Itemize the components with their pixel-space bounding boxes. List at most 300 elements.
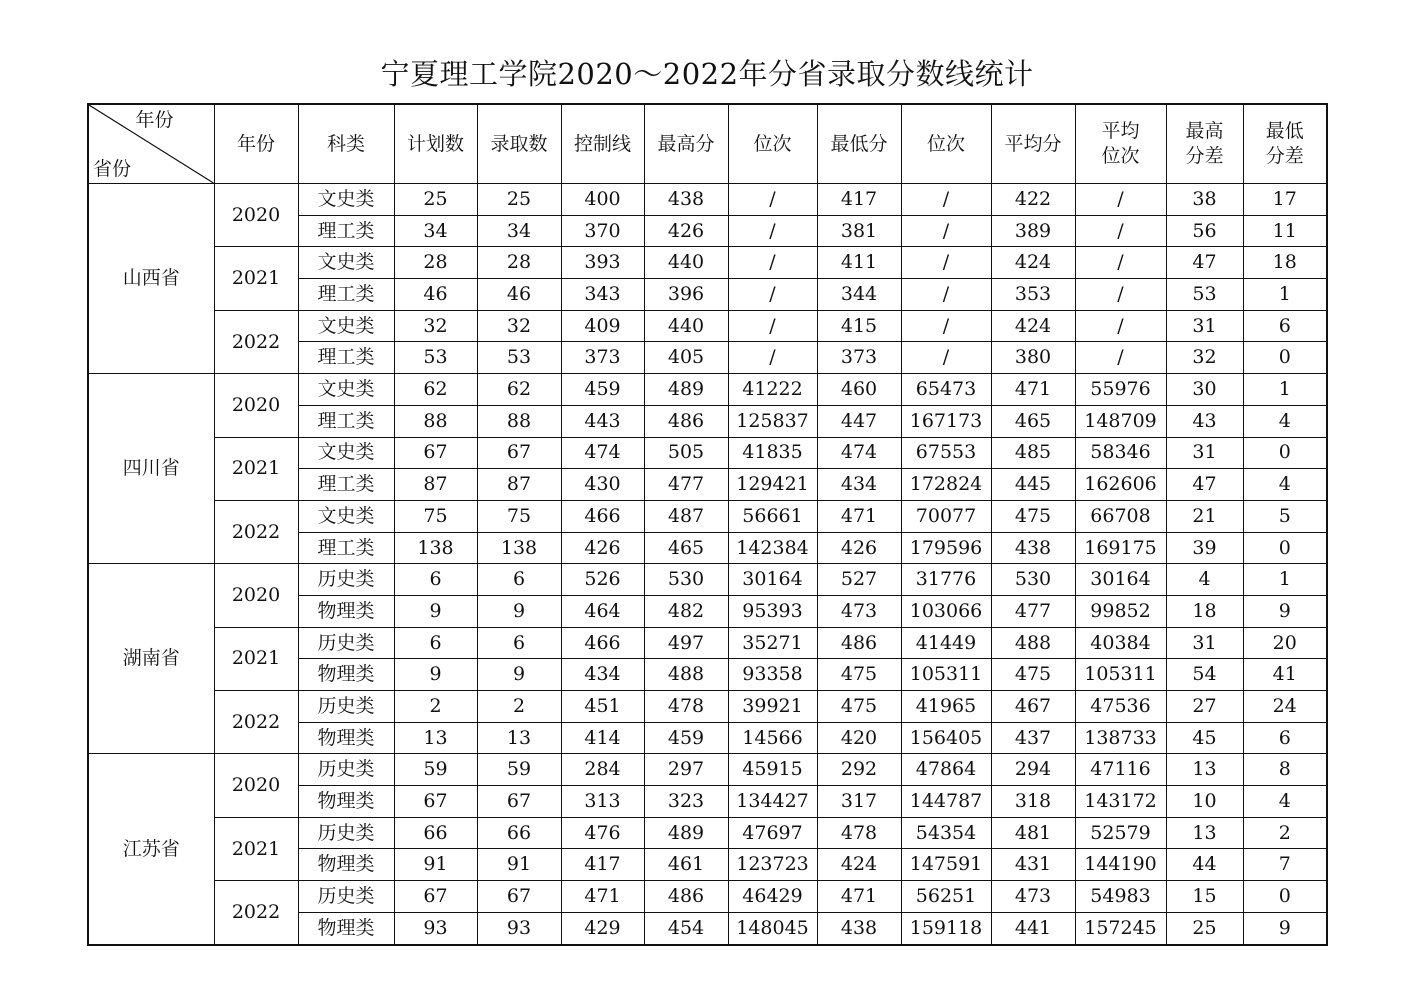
subject-cell: 物理类 xyxy=(298,786,394,818)
subject-cell: 物理类 xyxy=(298,595,394,627)
data-cell: 284 xyxy=(561,754,644,786)
table-row xyxy=(88,437,1327,469)
data-cell: 32 xyxy=(394,310,477,342)
data-cell: 323 xyxy=(644,786,728,818)
column-header-label: 科类 xyxy=(326,132,365,155)
column-header xyxy=(214,104,298,184)
data-cell: 41835 xyxy=(728,437,817,469)
data-cell: 93358 xyxy=(728,659,817,691)
data-cell: / xyxy=(1075,184,1166,216)
data-cell: 53 xyxy=(477,342,561,374)
data-cell: 505 xyxy=(644,437,728,469)
data-cell: 478 xyxy=(817,817,901,849)
data-cell: 52579 xyxy=(1075,817,1166,849)
table-row xyxy=(88,881,1327,913)
column-header xyxy=(561,104,644,184)
column-header xyxy=(394,104,477,184)
data-cell: / xyxy=(901,184,991,216)
data-cell: 21 xyxy=(1166,500,1243,532)
data-cell: 11 xyxy=(1243,215,1327,247)
column-header xyxy=(817,104,901,184)
data-cell: 46 xyxy=(394,279,477,311)
data-cell: 434 xyxy=(561,659,644,691)
subject-cell: 文史类 xyxy=(298,374,394,406)
data-cell: 54354 xyxy=(901,817,991,849)
column-header-label: 录取数 xyxy=(490,132,548,155)
data-cell: 17 xyxy=(1243,184,1327,216)
subject-cell: 文史类 xyxy=(298,247,394,279)
data-cell: / xyxy=(1075,310,1166,342)
data-cell: 169175 xyxy=(1075,532,1166,564)
data-cell: 438 xyxy=(817,912,901,945)
data-cell: 47 xyxy=(1166,247,1243,279)
data-cell: 370 xyxy=(561,215,644,247)
data-cell: 15 xyxy=(1166,881,1243,913)
data-cell: 6 xyxy=(394,627,477,659)
data-cell: 6 xyxy=(1243,722,1327,754)
subject-cell: 文史类 xyxy=(298,500,394,532)
data-cell: 489 xyxy=(644,817,728,849)
data-cell: 13 xyxy=(1166,817,1243,849)
data-cell: 66 xyxy=(477,817,561,849)
data-cell: 9 xyxy=(394,595,477,627)
data-cell: 454 xyxy=(644,912,728,945)
subject-cell: 理工类 xyxy=(298,469,394,501)
data-cell: / xyxy=(728,247,817,279)
data-cell: 0 xyxy=(1243,881,1327,913)
data-cell: 530 xyxy=(991,564,1075,596)
data-cell: 489 xyxy=(644,374,728,406)
data-cell: 40384 xyxy=(1075,627,1166,659)
data-cell: 87 xyxy=(477,469,561,501)
year-cell: 2020 xyxy=(214,184,298,247)
data-cell: 486 xyxy=(817,627,901,659)
data-cell: 87 xyxy=(394,469,477,501)
data-cell: / xyxy=(728,279,817,311)
data-cell: 2 xyxy=(1243,817,1327,849)
data-cell: 4 xyxy=(1243,786,1327,818)
data-cell: 1 xyxy=(1243,374,1327,406)
year-cell: 2021 xyxy=(214,437,298,500)
data-cell: 471 xyxy=(561,881,644,913)
data-cell: 31776 xyxy=(901,564,991,596)
data-cell: 482 xyxy=(644,595,728,627)
table-row xyxy=(88,374,1327,406)
subject-cell: 物理类 xyxy=(298,912,394,945)
data-cell: 465 xyxy=(991,405,1075,437)
column-header-label: 平均 xyxy=(1101,120,1140,143)
data-cell: / xyxy=(1075,247,1166,279)
data-cell: 1 xyxy=(1243,564,1327,596)
data-cell: 143172 xyxy=(1075,786,1166,818)
data-cell: 18 xyxy=(1166,595,1243,627)
data-cell: 477 xyxy=(991,595,1075,627)
data-cell: 43 xyxy=(1166,405,1243,437)
data-cell: 424 xyxy=(817,849,901,881)
subject-cell: 文史类 xyxy=(298,310,394,342)
data-cell: 31 xyxy=(1166,310,1243,342)
data-cell: 409 xyxy=(561,310,644,342)
data-cell: 488 xyxy=(644,659,728,691)
data-cell: 471 xyxy=(817,881,901,913)
subject-cell: 历史类 xyxy=(298,817,394,849)
data-cell: 7 xyxy=(1243,849,1327,881)
data-cell: 475 xyxy=(817,659,901,691)
column-header-label: 最低分 xyxy=(830,132,888,155)
subject-cell: 历史类 xyxy=(298,881,394,913)
data-cell: 0 xyxy=(1243,342,1327,374)
column-header-label: 位次 xyxy=(926,132,965,155)
data-cell: 440 xyxy=(644,310,728,342)
data-cell: 14566 xyxy=(728,722,817,754)
subject-cell: 物理类 xyxy=(298,722,394,754)
data-cell: 88 xyxy=(477,405,561,437)
data-cell: 443 xyxy=(561,405,644,437)
data-cell: 434 xyxy=(817,469,901,501)
subject-cell: 历史类 xyxy=(298,564,394,596)
data-cell: 431 xyxy=(991,849,1075,881)
data-cell: 292 xyxy=(817,754,901,786)
data-cell: 123723 xyxy=(728,849,817,881)
data-cell: 9 xyxy=(394,659,477,691)
data-cell: 144190 xyxy=(1075,849,1166,881)
data-cell: 25 xyxy=(1166,912,1243,945)
data-cell: 381 xyxy=(817,215,901,247)
data-cell: 105311 xyxy=(1075,659,1166,691)
data-cell: 447 xyxy=(817,405,901,437)
data-cell: 45915 xyxy=(728,754,817,786)
table-row xyxy=(88,184,1327,216)
data-cell: 0 xyxy=(1243,532,1327,564)
data-cell: 66708 xyxy=(1075,500,1166,532)
data-cell: 393 xyxy=(561,247,644,279)
year-cell: 2022 xyxy=(214,310,298,373)
table-row xyxy=(88,627,1327,659)
data-cell: 297 xyxy=(644,754,728,786)
data-cell: / xyxy=(728,310,817,342)
column-header xyxy=(1243,104,1327,184)
subject-cell: 历史类 xyxy=(298,691,394,723)
data-cell: 459 xyxy=(644,722,728,754)
data-cell: 45 xyxy=(1166,722,1243,754)
data-cell: 142384 xyxy=(728,532,817,564)
data-cell: 0 xyxy=(1243,437,1327,469)
data-cell: 343 xyxy=(561,279,644,311)
column-header-label: 分差 xyxy=(1185,145,1224,167)
subject-cell: 文史类 xyxy=(298,184,394,216)
data-cell: 400 xyxy=(561,184,644,216)
data-cell: 313 xyxy=(561,786,644,818)
column-header xyxy=(1075,104,1166,184)
subject-cell: 文史类 xyxy=(298,437,394,469)
data-cell: 25 xyxy=(477,184,561,216)
data-cell: 475 xyxy=(991,659,1075,691)
data-cell: 138 xyxy=(394,532,477,564)
data-cell: 148045 xyxy=(728,912,817,945)
column-header-label: 计划数 xyxy=(406,132,464,155)
data-cell: 31 xyxy=(1166,627,1243,659)
data-cell: 473 xyxy=(817,595,901,627)
data-cell: 157245 xyxy=(1075,912,1166,945)
data-cell: 415 xyxy=(817,310,901,342)
data-cell: 67553 xyxy=(901,437,991,469)
column-header xyxy=(298,104,394,184)
data-cell: 66 xyxy=(394,817,477,849)
data-cell: 10 xyxy=(1166,786,1243,818)
province-cell: 山西省 xyxy=(88,184,214,374)
data-cell: 477 xyxy=(644,469,728,501)
data-cell: 389 xyxy=(991,215,1075,247)
data-cell: 27 xyxy=(1166,691,1243,723)
data-cell: 13 xyxy=(394,722,477,754)
data-cell: 422 xyxy=(991,184,1075,216)
data-cell: 429 xyxy=(561,912,644,945)
data-cell: / xyxy=(728,184,817,216)
table-row xyxy=(88,817,1327,849)
data-cell: 75 xyxy=(394,500,477,532)
data-cell: 159118 xyxy=(901,912,991,945)
data-cell: 144787 xyxy=(901,786,991,818)
data-cell: 9 xyxy=(477,595,561,627)
data-cell: 148709 xyxy=(1075,405,1166,437)
data-cell: / xyxy=(901,342,991,374)
data-cell: 156405 xyxy=(901,722,991,754)
data-cell: 488 xyxy=(991,627,1075,659)
data-cell: 474 xyxy=(561,437,644,469)
data-cell: 344 xyxy=(817,279,901,311)
data-cell: 47864 xyxy=(901,754,991,786)
year-cell: 2021 xyxy=(214,247,298,310)
data-cell: 461 xyxy=(644,849,728,881)
data-cell: 4 xyxy=(1243,405,1327,437)
data-cell: 466 xyxy=(561,500,644,532)
data-cell: 497 xyxy=(644,627,728,659)
data-cell: 41 xyxy=(1243,659,1327,691)
data-cell: 47 xyxy=(1166,469,1243,501)
data-cell: 32 xyxy=(1166,342,1243,374)
data-cell: 31 xyxy=(1166,437,1243,469)
column-header-label: 分差 xyxy=(1265,145,1304,167)
data-cell: 179596 xyxy=(901,532,991,564)
data-cell: 424 xyxy=(991,310,1075,342)
column-header-label: 平均分 xyxy=(1004,132,1062,155)
column-header xyxy=(1166,104,1243,184)
data-cell: 6 xyxy=(394,564,477,596)
data-cell: / xyxy=(901,279,991,311)
column-header-label: 位次 xyxy=(753,132,792,155)
province-cell: 四川省 xyxy=(88,374,214,564)
data-cell: 88 xyxy=(394,405,477,437)
data-cell: 28 xyxy=(477,247,561,279)
data-cell: / xyxy=(728,342,817,374)
data-cell: 2 xyxy=(477,691,561,723)
data-cell: 54983 xyxy=(1075,881,1166,913)
data-cell: 47536 xyxy=(1075,691,1166,723)
data-cell: 475 xyxy=(817,691,901,723)
data-cell: 56 xyxy=(1166,215,1243,247)
data-cell: 487 xyxy=(644,500,728,532)
data-cell: 417 xyxy=(817,184,901,216)
year-cell: 2022 xyxy=(214,500,298,563)
data-cell: 526 xyxy=(561,564,644,596)
data-cell: 8 xyxy=(1243,754,1327,786)
data-cell: 471 xyxy=(817,500,901,532)
data-cell: 55976 xyxy=(1075,374,1166,406)
data-cell: 530 xyxy=(644,564,728,596)
data-cell: 46 xyxy=(477,279,561,311)
data-cell: 34 xyxy=(477,215,561,247)
data-cell: 28 xyxy=(394,247,477,279)
data-cell: 25 xyxy=(394,184,477,216)
data-cell: 417 xyxy=(561,849,644,881)
table-row xyxy=(88,691,1327,723)
table-row xyxy=(88,754,1327,786)
data-cell: 13 xyxy=(477,722,561,754)
data-cell: 56251 xyxy=(901,881,991,913)
data-cell: 9 xyxy=(1243,595,1327,627)
data-cell: 62 xyxy=(394,374,477,406)
data-cell: 105311 xyxy=(901,659,991,691)
data-cell: 93 xyxy=(477,912,561,945)
data-cell: 18 xyxy=(1243,247,1327,279)
province-cell: 湖南省 xyxy=(88,564,214,754)
column-header-label: 最低 xyxy=(1265,120,1304,143)
data-cell: 430 xyxy=(561,469,644,501)
data-cell: 2 xyxy=(394,691,477,723)
table-row xyxy=(88,564,1327,596)
data-cell: 53 xyxy=(394,342,477,374)
data-cell: 93 xyxy=(394,912,477,945)
data-cell: 59 xyxy=(394,754,477,786)
data-cell: 445 xyxy=(991,469,1075,501)
year-cell: 2020 xyxy=(214,374,298,437)
data-cell: 125837 xyxy=(728,405,817,437)
data-cell: 474 xyxy=(817,437,901,469)
data-cell: 162606 xyxy=(1075,469,1166,501)
data-cell: 67 xyxy=(477,786,561,818)
data-cell: 75 xyxy=(477,500,561,532)
data-cell: 30164 xyxy=(728,564,817,596)
diagonal-header-cell xyxy=(88,104,214,184)
data-cell: 438 xyxy=(644,184,728,216)
data-cell: 67 xyxy=(394,437,477,469)
data-cell: 91 xyxy=(394,849,477,881)
data-cell: 460 xyxy=(817,374,901,406)
data-cell: 426 xyxy=(561,532,644,564)
data-cell: 39 xyxy=(1166,532,1243,564)
data-cell: 475 xyxy=(991,500,1075,532)
subject-cell: 理工类 xyxy=(298,405,394,437)
data-cell: 56661 xyxy=(728,500,817,532)
data-cell: 440 xyxy=(644,247,728,279)
data-cell: 451 xyxy=(561,691,644,723)
year-cell: 2022 xyxy=(214,881,298,945)
data-cell: 426 xyxy=(644,215,728,247)
data-cell: 34 xyxy=(394,215,477,247)
data-cell: 6 xyxy=(1243,310,1327,342)
data-cell: / xyxy=(728,215,817,247)
subject-cell: 理工类 xyxy=(298,342,394,374)
data-cell: 426 xyxy=(817,532,901,564)
data-cell: 30164 xyxy=(1075,564,1166,596)
data-cell: 13 xyxy=(1166,754,1243,786)
data-cell: 32 xyxy=(477,310,561,342)
data-cell: 6 xyxy=(477,564,561,596)
data-cell: 54 xyxy=(1166,659,1243,691)
column-header-label: 位次 xyxy=(1101,145,1140,167)
data-cell: / xyxy=(1075,342,1166,374)
data-cell: 67 xyxy=(477,881,561,913)
year-cell: 2020 xyxy=(214,564,298,627)
data-cell: 70077 xyxy=(901,500,991,532)
data-cell: 424 xyxy=(991,247,1075,279)
data-cell: 167173 xyxy=(901,405,991,437)
data-cell: 478 xyxy=(644,691,728,723)
data-cell: 35271 xyxy=(728,627,817,659)
data-cell: 481 xyxy=(991,817,1075,849)
year-cell: 2022 xyxy=(214,691,298,754)
diagonal-province-label: 省份 xyxy=(93,158,132,181)
data-cell: 62 xyxy=(477,374,561,406)
column-header xyxy=(728,104,817,184)
data-cell: 353 xyxy=(991,279,1075,311)
data-cell: 9 xyxy=(477,659,561,691)
data-cell: 373 xyxy=(561,342,644,374)
data-cell: 5 xyxy=(1243,500,1327,532)
data-cell: 46429 xyxy=(728,881,817,913)
column-header xyxy=(991,104,1075,184)
data-cell: 441 xyxy=(991,912,1075,945)
data-cell: 414 xyxy=(561,722,644,754)
data-cell: 486 xyxy=(644,881,728,913)
data-cell: 9 xyxy=(1243,912,1327,945)
column-header-label: 最高 xyxy=(1185,120,1224,143)
subject-cell: 物理类 xyxy=(298,659,394,691)
data-cell: 41449 xyxy=(901,627,991,659)
data-cell: 527 xyxy=(817,564,901,596)
data-cell: / xyxy=(901,247,991,279)
data-cell: 58346 xyxy=(1075,437,1166,469)
data-cell: 172824 xyxy=(901,469,991,501)
header-row xyxy=(88,104,1327,184)
data-cell: 1 xyxy=(1243,279,1327,311)
data-cell: 471 xyxy=(991,374,1075,406)
data-cell: 99852 xyxy=(1075,595,1166,627)
data-cell: 147591 xyxy=(901,849,991,881)
data-cell: 20 xyxy=(1243,627,1327,659)
table-row xyxy=(88,500,1327,532)
data-cell: 103066 xyxy=(901,595,991,627)
data-cell: 476 xyxy=(561,817,644,849)
table-body xyxy=(88,184,1327,946)
table-row xyxy=(88,310,1327,342)
data-cell: / xyxy=(1075,215,1166,247)
data-cell: 465 xyxy=(644,532,728,564)
data-cell: 41965 xyxy=(901,691,991,723)
data-cell: 437 xyxy=(991,722,1075,754)
data-cell: 486 xyxy=(644,405,728,437)
subject-cell: 理工类 xyxy=(298,215,394,247)
diagonal-year-label: 年份 xyxy=(135,109,174,131)
data-cell: 67 xyxy=(394,881,477,913)
data-cell: 65473 xyxy=(901,374,991,406)
data-cell: 464 xyxy=(561,595,644,627)
data-cell: 473 xyxy=(991,881,1075,913)
subject-cell: 理工类 xyxy=(298,279,394,311)
data-cell: 44 xyxy=(1166,849,1243,881)
data-cell: 91 xyxy=(477,849,561,881)
data-cell: 6 xyxy=(477,627,561,659)
